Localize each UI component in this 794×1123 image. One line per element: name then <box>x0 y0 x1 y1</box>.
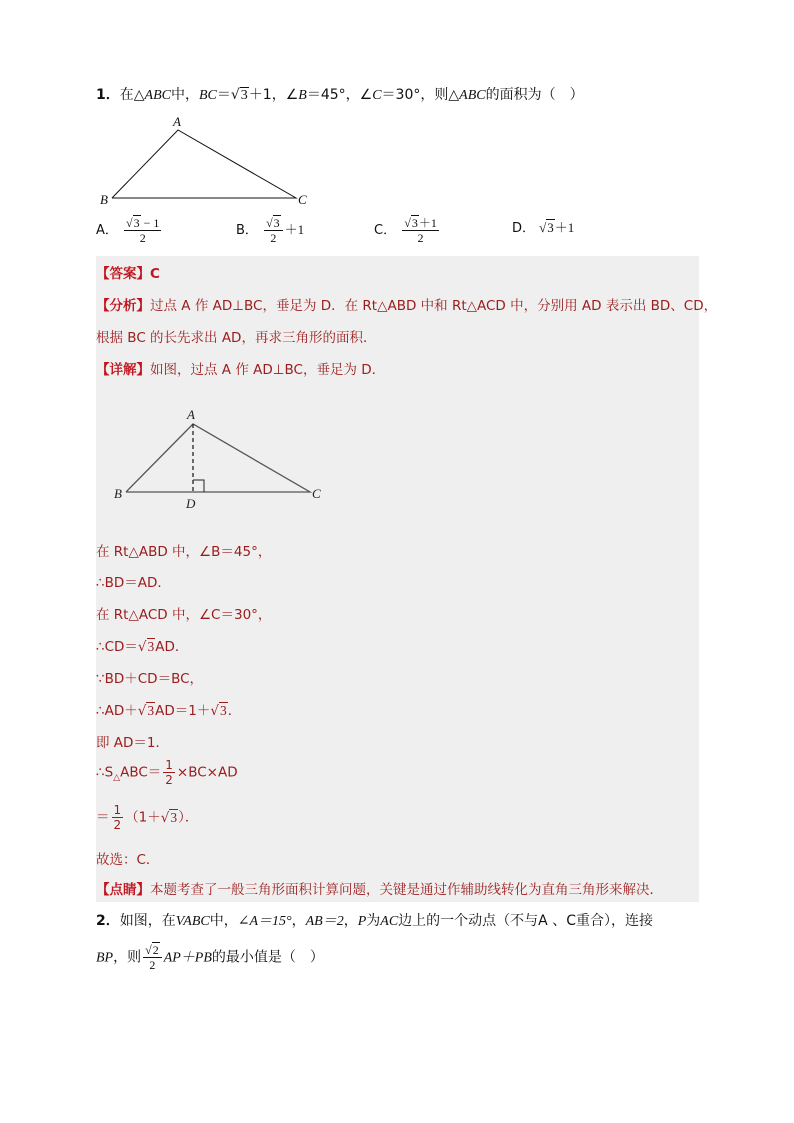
q1-text: ＝30°，则△ <box>381 87 460 103</box>
q1-text: ＋1，∠ <box>248 87 299 103</box>
q1-text: 的面积为（ ） <box>485 87 584 103</box>
q2-line-1: 2．如图，在VABC中，∠A＝15°，AB＝2，P为AC边上的一个动点（不与A 、C重合），连接 <box>96 913 653 929</box>
analysis-tag: 【分析】 <box>96 298 150 314</box>
q1-number: 1． <box>96 87 120 103</box>
step-2: ∴BD＝AD． <box>96 575 171 591</box>
q1-abc: ABC <box>144 88 171 103</box>
analysis-line-1 <box>96 294 717 314</box>
q1-option-c[interactable]: C． $\frac{√3+1}{2}$ <box>374 216 437 245</box>
analysis-line-2 <box>96 326 376 346</box>
step-1: 在 Rt△ABD 中，∠B＝45°， <box>96 544 272 560</box>
q1-b: B <box>298 88 307 103</box>
q1-triangle <box>112 130 296 198</box>
detail-label-b: B <box>114 486 122 501</box>
analysis-text: 根据 BC 的长先求出 AD，再求三角形的面积． <box>96 330 377 346</box>
detail-label-d: D <box>186 496 196 511</box>
q1-abc: ABC <box>459 88 486 103</box>
q1-text: ＝45°，∠ <box>306 87 373 103</box>
detail-figure <box>96 404 336 514</box>
q1-text: 在△ <box>119 87 145 103</box>
q1-label-b: B <box>100 192 108 207</box>
comment-text: 本题考查了一般三角形面积计算问题，关键是通过作辅助线转化为直角三角形来解决． <box>150 882 663 898</box>
q1-option-d[interactable]: D． √3＋1 <box>512 220 575 236</box>
q1-option-b[interactable]: B． $\frac{√3}{2}$ ＋1 <box>236 216 305 245</box>
detail-label-a: A <box>187 407 195 422</box>
q1-stem <box>96 84 584 104</box>
step-7: 即 AD＝1． <box>96 735 170 751</box>
comment-line <box>96 878 663 898</box>
step-6: ∴AD＋√3AD＝1＋√3． <box>96 703 242 719</box>
right-angle-mark <box>193 480 204 492</box>
q1-text: 中， <box>170 87 199 103</box>
answer-line <box>96 262 160 282</box>
solution-block <box>96 256 718 902</box>
answer-value: C <box>150 266 160 282</box>
detail-tag: 【详解】 <box>96 362 150 378</box>
q1-sqrt: √3 <box>230 87 248 103</box>
step-3: 在 Rt△ACD 中，∠C＝30°， <box>96 607 272 623</box>
q2-number: 2． <box>96 913 120 929</box>
analysis-text: 过点 A 作 AD⊥BC，垂足为 D．在 Rt△ABD 中和 Rt△ACD 中，分别用 AD 表示出 BD、CD， <box>150 298 718 314</box>
detail-label-c: C <box>312 486 321 501</box>
q1-bc: BC <box>198 88 217 103</box>
q1-text: ＝ <box>216 87 231 103</box>
step-4: ∴CD＝√3AD． <box>96 639 189 655</box>
detail-text: 如图，过点 A 作 AD⊥BC，垂足为 D． <box>150 362 386 378</box>
q1-c: C <box>372 88 382 103</box>
step-5: ∵BD＋CD＝BC， <box>96 671 204 687</box>
answer-tag: 【答案】 <box>96 266 150 282</box>
step-10: 故选：C． <box>96 852 160 868</box>
detail-line <box>96 358 385 378</box>
step-9: ＝ $\frac{1}{2}$ （1＋√3）． <box>96 803 199 832</box>
q1-option-a[interactable]: A． $\frac{√3 - 1}{2}$ <box>96 216 160 245</box>
q2-line-2: BP，则 $\frac{√2}{2}$ AP＋PB的最小值是（ ） <box>96 943 324 972</box>
comment-tag: 【点睛】 <box>96 882 150 898</box>
step-8: $\therefore S_\triangle ABC=$ $\frac{1}{2}$ ×BC×AD <box>96 758 238 787</box>
q1-label-c: C <box>298 192 307 207</box>
q1-triangle-figure <box>96 112 326 212</box>
q1-label-a: A <box>173 114 181 129</box>
detail-triangle <box>126 424 310 492</box>
